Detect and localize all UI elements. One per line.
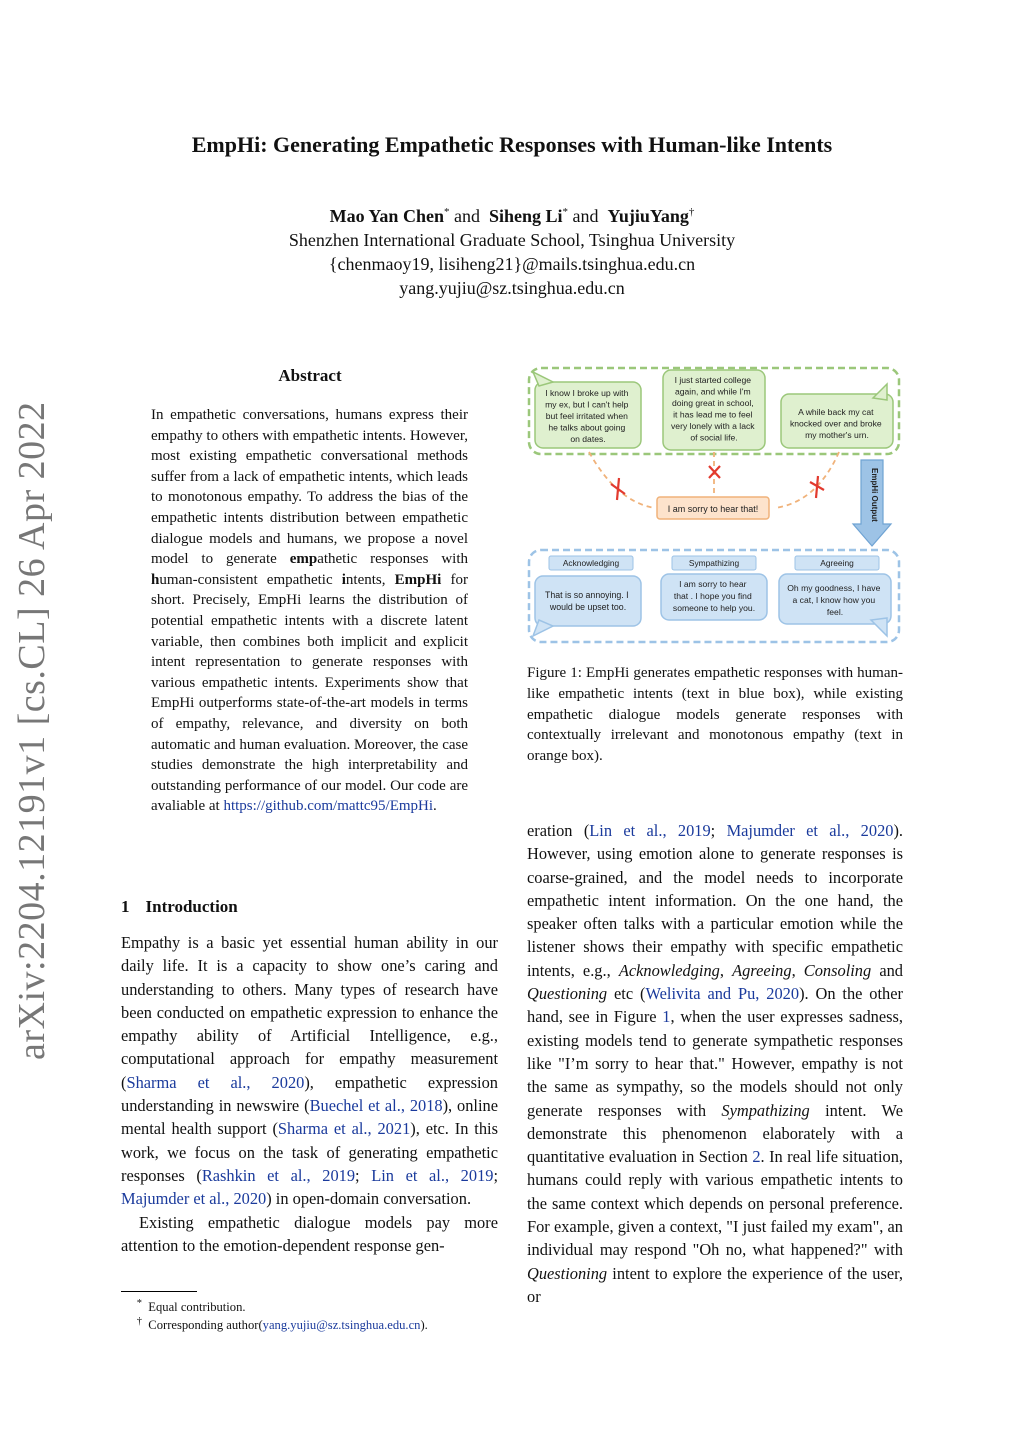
email-2: yang.yujiu@sz.tsinghua.edu.cn [399,278,625,298]
text: ) in open-domain conversation. [266,1189,472,1209]
svg-text:Acknowledging: Acknowledging [562,558,620,568]
author-1: Mao Yan Chen [329,206,444,226]
text: etc ( [614,984,646,1004]
svg-text:Oh my goodness, I have a: Oh my goodness, I have a cat, I know how you feel. [787,583,881,617]
author-block [0,200,1024,300]
author-3-mark: † [688,206,695,218]
figure-ref[interactable]: 1 [662,1007,671,1027]
citation[interactable]: Rashkin et al., 2019 [201,1165,356,1185]
section-heading [121,897,254,917]
bottom-bubble-1 [533,576,641,636]
intent-label-2 [672,556,756,570]
affiliation: Shenzhen International Graduate School, Tsinghua University [288,230,736,250]
text: ), online mental health support ( [121,1096,499,1139]
svg-text:That is so annoying. I w: That is so annoying. I would be upset too. [544,590,629,612]
orange-response-box [657,497,769,519]
abstract-bold: i [341,571,346,588]
intent-term: Sympathizing [721,1100,810,1120]
text: ). On the other hand, see in Figure [527,984,903,1027]
intent-term: Agreeing [732,960,792,980]
section-title: Introduction [145,897,238,916]
text: intent to explore the experience of the user, or [527,1263,903,1306]
code-link[interactable]: https://github.com/mattc95/EmpHi [223,798,434,815]
intent-term: Acknowledging [618,960,720,980]
figure-1 [527,364,905,646]
citation[interactable]: Lin et al., 2019 [371,1165,494,1185]
author-2: Siheng Li [488,206,563,226]
text: , when the user expresses sadness, existing models tend to generate sympathetic responses like "I’m sorry to hear that." However, empathy is not the same as sympathy, so the models should not only generate responses with [527,1007,903,1120]
top-bubble-1 [533,372,641,448]
abstract-text [151,405,468,817]
abstract-bold: EmpHi [394,571,442,588]
footnote-rule [121,1291,197,1292]
footnote-text: ). [420,1318,428,1333]
intro-right-column [527,819,903,1308]
abstract-part: ntents, [345,571,395,588]
intent-term: Questioning [527,1263,608,1283]
and-1: and [453,206,480,226]
svg-text:A while back my cat knoc: A while back my cat knocked over and broke my mother's urn. [789,407,882,440]
citation[interactable]: Buechel et al., 2018 [309,1096,443,1116]
text: and [879,960,903,980]
citation[interactable]: Welivita and Pu, 2020 [645,984,800,1004]
author-names [0,200,1024,228]
abstract-part: for short. Precisely, EmpHi learns the distribution of potential empathetic intents with a discrete latent variable, then combines both implicit and explicit intent representation to generate responses with various empathetic intents. Experiments show that EmpHi outperforms state-of-the-art models in terms of empathy, relevance, and diversity on both automatic and human evaluation. Moreover, the case studies demonstrate the high interpretability and outstanding performance of our model. Our code are avaliable at [151,571,468,815]
svg-text:Agreeing: Agreeing [820,558,854,568]
text: ), etc. In this work, we focus on the task of generating empathetic responses ( [121,1119,498,1185]
top-bubble-3 [781,384,893,448]
svg-text:I know I broke up with m: I know I broke up with my ex, but I can't help but feel irritated when he talks about going on dates. [545,388,629,444]
top-bubble-2 [663,370,765,450]
red-cross-icon [611,466,824,500]
svg-text:I just started college a: I just started college again, and while I'm doing great in school, it has lead me to feel very lonely with a lack of social life. [671,375,755,443]
author-3: YujiuYang [607,206,689,226]
intent-term: Consoling [803,960,872,980]
text: Empathy is a basic yet essential human ability in our daily life. It is a capacity to show one’s caring and understanding to others. Many types of research have been conducted on empathetic expression to enhance the empathy ability of Artificial Intelligence, e.g., computational approach for empathy measurement ( [121,933,498,1092]
footnote-text: Equal contribution. [148,1300,246,1315]
arxiv-stamp: arXiv:2204.12191v1 [cs.CL] 26 Apr 2022 [11,401,53,1060]
email-1: {chenmaoy19, lisiheng21}@mails.tsinghua.edu.cn [328,254,696,274]
abstract-part: In empathetic conversations, humans express their empathy to others with empathetic intents. However, most existing empathetic conversational methods suffer from a lack of empathetic intents, which leads to monotonous empathy. To address the bias of the empathetic intents distribution between empathetic dialogue models and humans, we propose a novel model to generate [151,407,468,568]
orange-box-text: I am sorry to hear that! [667,504,759,514]
text: ). However, using emotion alone to generate responses is coarse-grained, and the model needs to incorporate empathetic intent information. On the one hand, the speaker often talks with a particular emotion while the listener shows their empathy with specific empathetic intents, e.g., [527,821,904,980]
text: intent. We demonstrate this phenomenon elaborately with a quantitative evaluation in Section [527,1100,903,1167]
and-2: and [572,206,599,226]
orange-arrow-right [775,452,839,508]
abstract-part: uman-consistent empathetic [159,571,342,588]
intro-paragraph-2: Existing empathetic dialogue models pay more attention to the emotion-dependent response gen- [121,1212,498,1255]
abstract-part: athetic responses with [317,551,468,568]
citation[interactable]: Majumder et al., 2020 [121,1189,267,1209]
intent-label-3 [795,556,879,570]
bottom-bubble-3 [779,574,891,636]
text: . In real life situation, humans could reply with various empathetic intents to the same context which depends on personal preference. For example, given a context, "I just failed my exam", an individual may respond "Oh no, what happened?" with [527,1147,903,1260]
section-ref[interactable]: 2 [752,1147,761,1167]
footnote-2 [121,1312,501,1335]
intro-paragraph-1: Empathy is a basic yet essential human ability in our daily life. It is a capacity to show one’s caring and understanding to others. Many types of research have been conducted on empathetic expression to enhance the empathy ability of Artificial Intelligence, e.g., computational approach for empathy measurement (Sharma et al., 2020), empathetic expression understanding in newswire (Buechel et al., 2018), online mental health support (Sharma et al., 2021), etc. In this work, we focus on the task of generating empathetic responses (Rashkin et al., 2019; Lin et al., 2019; Majumder et al., 2020) in open-domain conversation. [121,933,499,1209]
section-number: 1 [121,897,130,916]
intro-left-column [121,931,498,1257]
svg-text:I am sorry to hear that: I am sorry to hear that . I hope you find someone to help you. [672,579,756,613]
intent-term: Questioning [527,984,608,1004]
citation[interactable]: Lin et al., 2019 [589,821,711,840]
footnote-mark: † [136,1316,142,1327]
citation[interactable]: Sharma et al., 2020 [126,1072,305,1092]
bottom-bubble-2 [661,574,767,620]
citation[interactable]: Sharma et al., 2021 [277,1119,411,1139]
right-paragraph: eration (Lin et al., 2019; Majumder et al., 2020). However, using emotion alone to generate responses is coarse-grained, and the model needs to incorporate empathetic intent information. On the one hand, the speaker often talks with a particular emotion while the listener shows their empathy with specific empathetic intents, e.g., Acknowledging, Agreeing, Consoling and Questioning etc (Welivita and Pu, 2020). On the other hand, see in Figure 1, when the user expresses sadness, existing models tend to generate sympathetic responses like "I’m sorry to hear that." However, empathy is not the same as sympathy, so the models should not only generate responses with Sympathizing intent. We demonstrate this phenomenon elaborately with a quantitative evaluation in Section 2. In real life situation, humans could reply with various empathetic intents to the same context which depends on personal preference. For example, given a context, "I just failed my exam", an individual may respond "Oh no, what happened?" with Questioning intent to explore the experience of the user, or [527,821,904,1306]
abstract-part: . [433,798,437,815]
author-1-mark: * [443,206,450,218]
footnote-email-link[interactable]: yang.yujiu@sz.tsinghua.edu.cn [262,1318,421,1333]
orange-arrow-left [589,452,655,508]
figure-1-caption: Figure 1: EmpHi generates empathetic responses with human-like empathetic intents (text in blue box), while existing empathetic dialogue models generate responses with contextually irrelevant and monotonous empathy (text in orange box). [527,665,903,765]
text: eration ( [527,821,590,840]
abstract-bold: h [151,571,160,588]
text: ), empathetic expression understanding in newswire ( [121,1072,498,1116]
emphi-output-label: EmpHi Output [870,468,879,522]
abstract-bold: emp [289,551,318,568]
intent-label-1 [549,556,633,570]
citation[interactable]: Majumder et al., 2020 [726,821,894,840]
abstract-heading: Abstract [278,366,342,385]
author-2-mark: * [562,206,568,218]
svg-text:Sympathizing: Sympathizing [688,558,740,568]
emphi-output-arrow [853,460,891,546]
paper-title: EmpHi: Generating Empathetic Responses with Human-like Intents [191,132,833,157]
footnote-mark: * [136,1298,142,1309]
footnote-text: Corresponding author( [148,1318,263,1333]
top-bubble-1-line: I know I broke up with [545,388,629,398]
